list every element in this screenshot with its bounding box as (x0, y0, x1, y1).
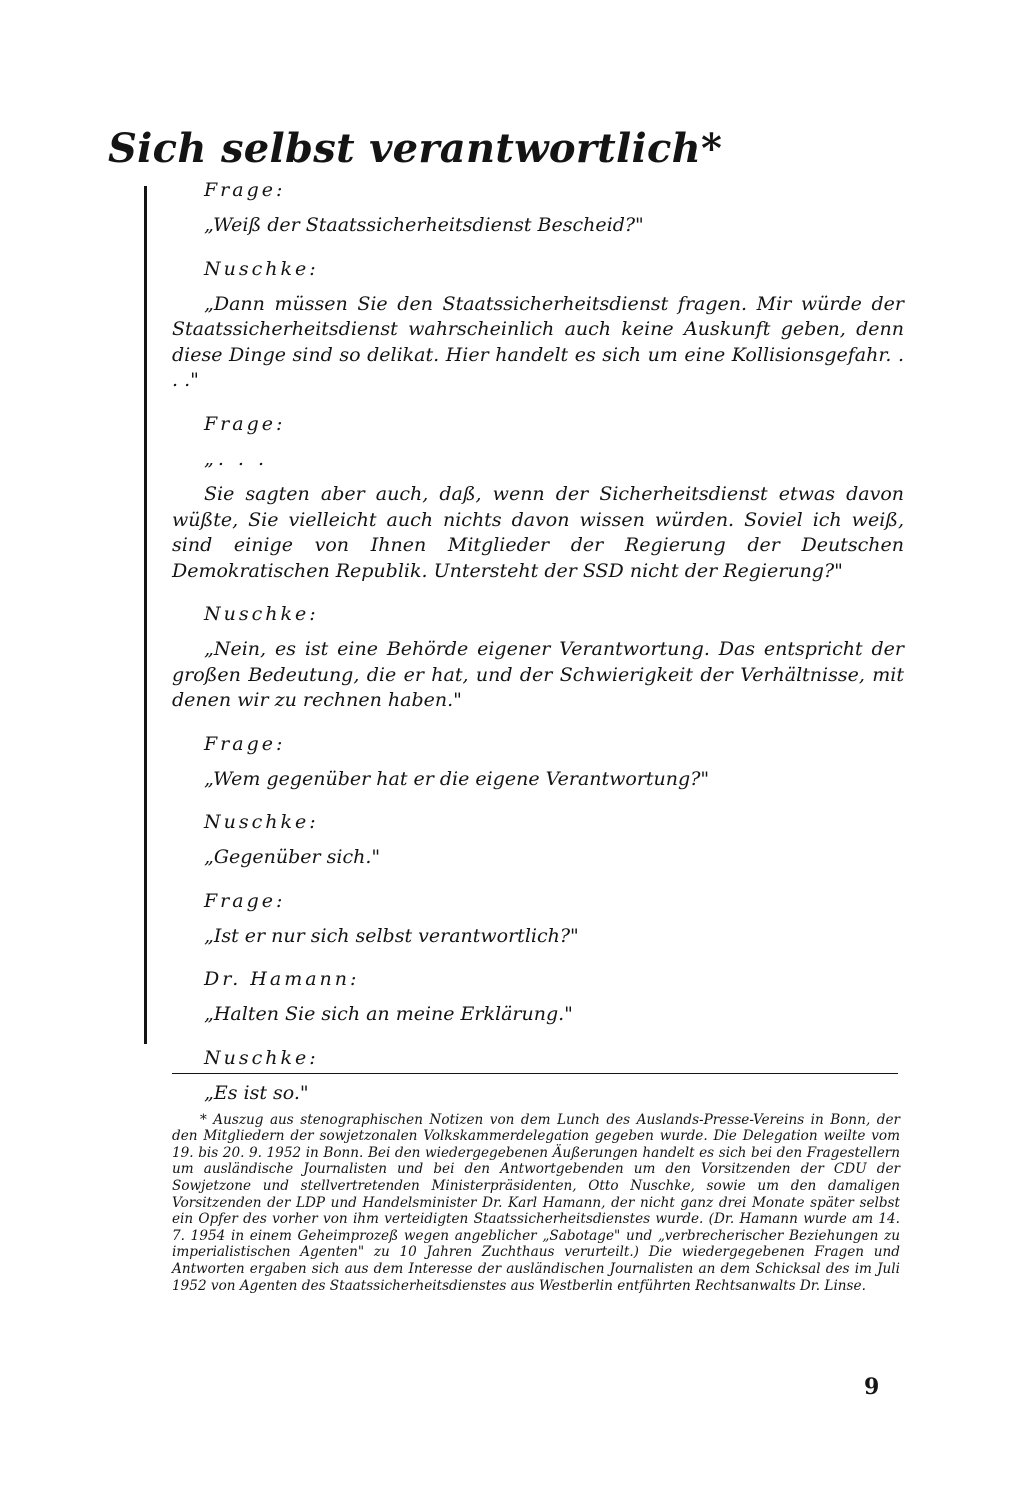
page-title: Sich selbst verantwortlich* (108, 124, 723, 172)
speech-text: „Ist er nur sich selbst verantwortlich?" (204, 924, 579, 947)
speech-text: „Halten Sie sich an meine Erklärung." (204, 1003, 573, 1025)
speech-text: Sie sagten aber auch, daß, wenn der Sicherheitsdienst etwas davon wüßte, Sie vielleicht auch nichts davon wissen würden. Soviel ich weiß, sind einige von Ihnen Mitglieder der Regierung der Deutschen Demokratischen Republik. Untersteht der SSD nicht der Regierung?" (172, 483, 904, 582)
speech-text: „Wem gegenüber hat er die eigene Verantwortung?" (204, 767, 710, 790)
speaker-label: Frage: (204, 179, 286, 201)
speaker-label: Frage: (204, 889, 286, 912)
footnote-divider (172, 1073, 898, 1074)
speech-ellipsis: „. . . (204, 447, 269, 470)
speaker-label: Dr. Hamann: (204, 968, 360, 990)
speech-text: „Nein, es ist eine Behörde eigener Verantwortung. Das entspricht der großen Bedeutung, die er hat, und der Schwierigkeit der Verhältnisse, mit denen wir zu rechnen haben." (172, 638, 904, 711)
speaker-label: Frage: (204, 412, 286, 435)
speech-text: „Es ist so." (204, 1081, 309, 1104)
speaker-label: Nuschke: (204, 603, 319, 625)
speech-text: „Weiß der Staatssicherheitsdienst Bescheid?" (204, 214, 644, 236)
footnote: * Auszug aus stenographischen Notizen von dem Lunch des Auslands-Presse-Vereins in Bonn, der den Mitgliedern der sowjetzonalen Volkskammerdelegation gegeben wurde. Die Delegation weilte vom 19. bis 20. 9. 1952 in Bonn. Bei den wiedergegebenen Äußerungen handelt es sich bei den Fragestellern um ausländische Journalisten und bei den Antwortgebenden um den Vorsitzenden der CDU der Sowjetzone und stellvertretenden Ministerpräsidenten, Otto Nuschke, sowie um den damaligen Vorsitzenden der LDP und Handelsminister Dr. Karl Hamann, der nicht ganz drei Monate später selbst ein Opfer des vorher von ihm verteidigten Staatssicherheitsdienstes wurde. (Dr. Hamann wurde am 14. 7. 1954 in einem Geheimprozeß wegen angeblicher „Sabotage" und „verbrecherischer Beziehungen zu imperialistischen Agenten" zu 10 Jahren Zuchthaus verurteilt.) Die wiedergegebenen Fragen und Antworten ergaben sich aus dem Interesse der ausländischen Journalisten an dem Schicksal des im Juli 1952 von Agenten des Staatssicherheitsdienstes aus Westberlin entführten Rechtsanwalts Dr. Linse. (172, 1111, 900, 1294)
page-number: 9 (864, 1374, 880, 1400)
speaker-label: Nuschke: (204, 257, 319, 280)
interview-transcript (172, 178, 904, 1124)
speech-text: „Dann müssen Sie den Staatssicherheitsdienst fragen. Mir würde der Staatssicherheitsdienst wahrscheinlich auch keine Auskunft geben, denn diese Dinge sind so delikat. Hier handelt es sich um eine Kollisionsgefahr. . . ." (172, 292, 904, 391)
speaker-label: Nuschke: (204, 811, 319, 833)
speaker-label: Nuschke: (204, 1046, 319, 1069)
speaker-label: Frage: (204, 732, 286, 755)
speech-text: „Gegenüber sich." (204, 846, 381, 868)
left-margin-rule (144, 186, 147, 1044)
